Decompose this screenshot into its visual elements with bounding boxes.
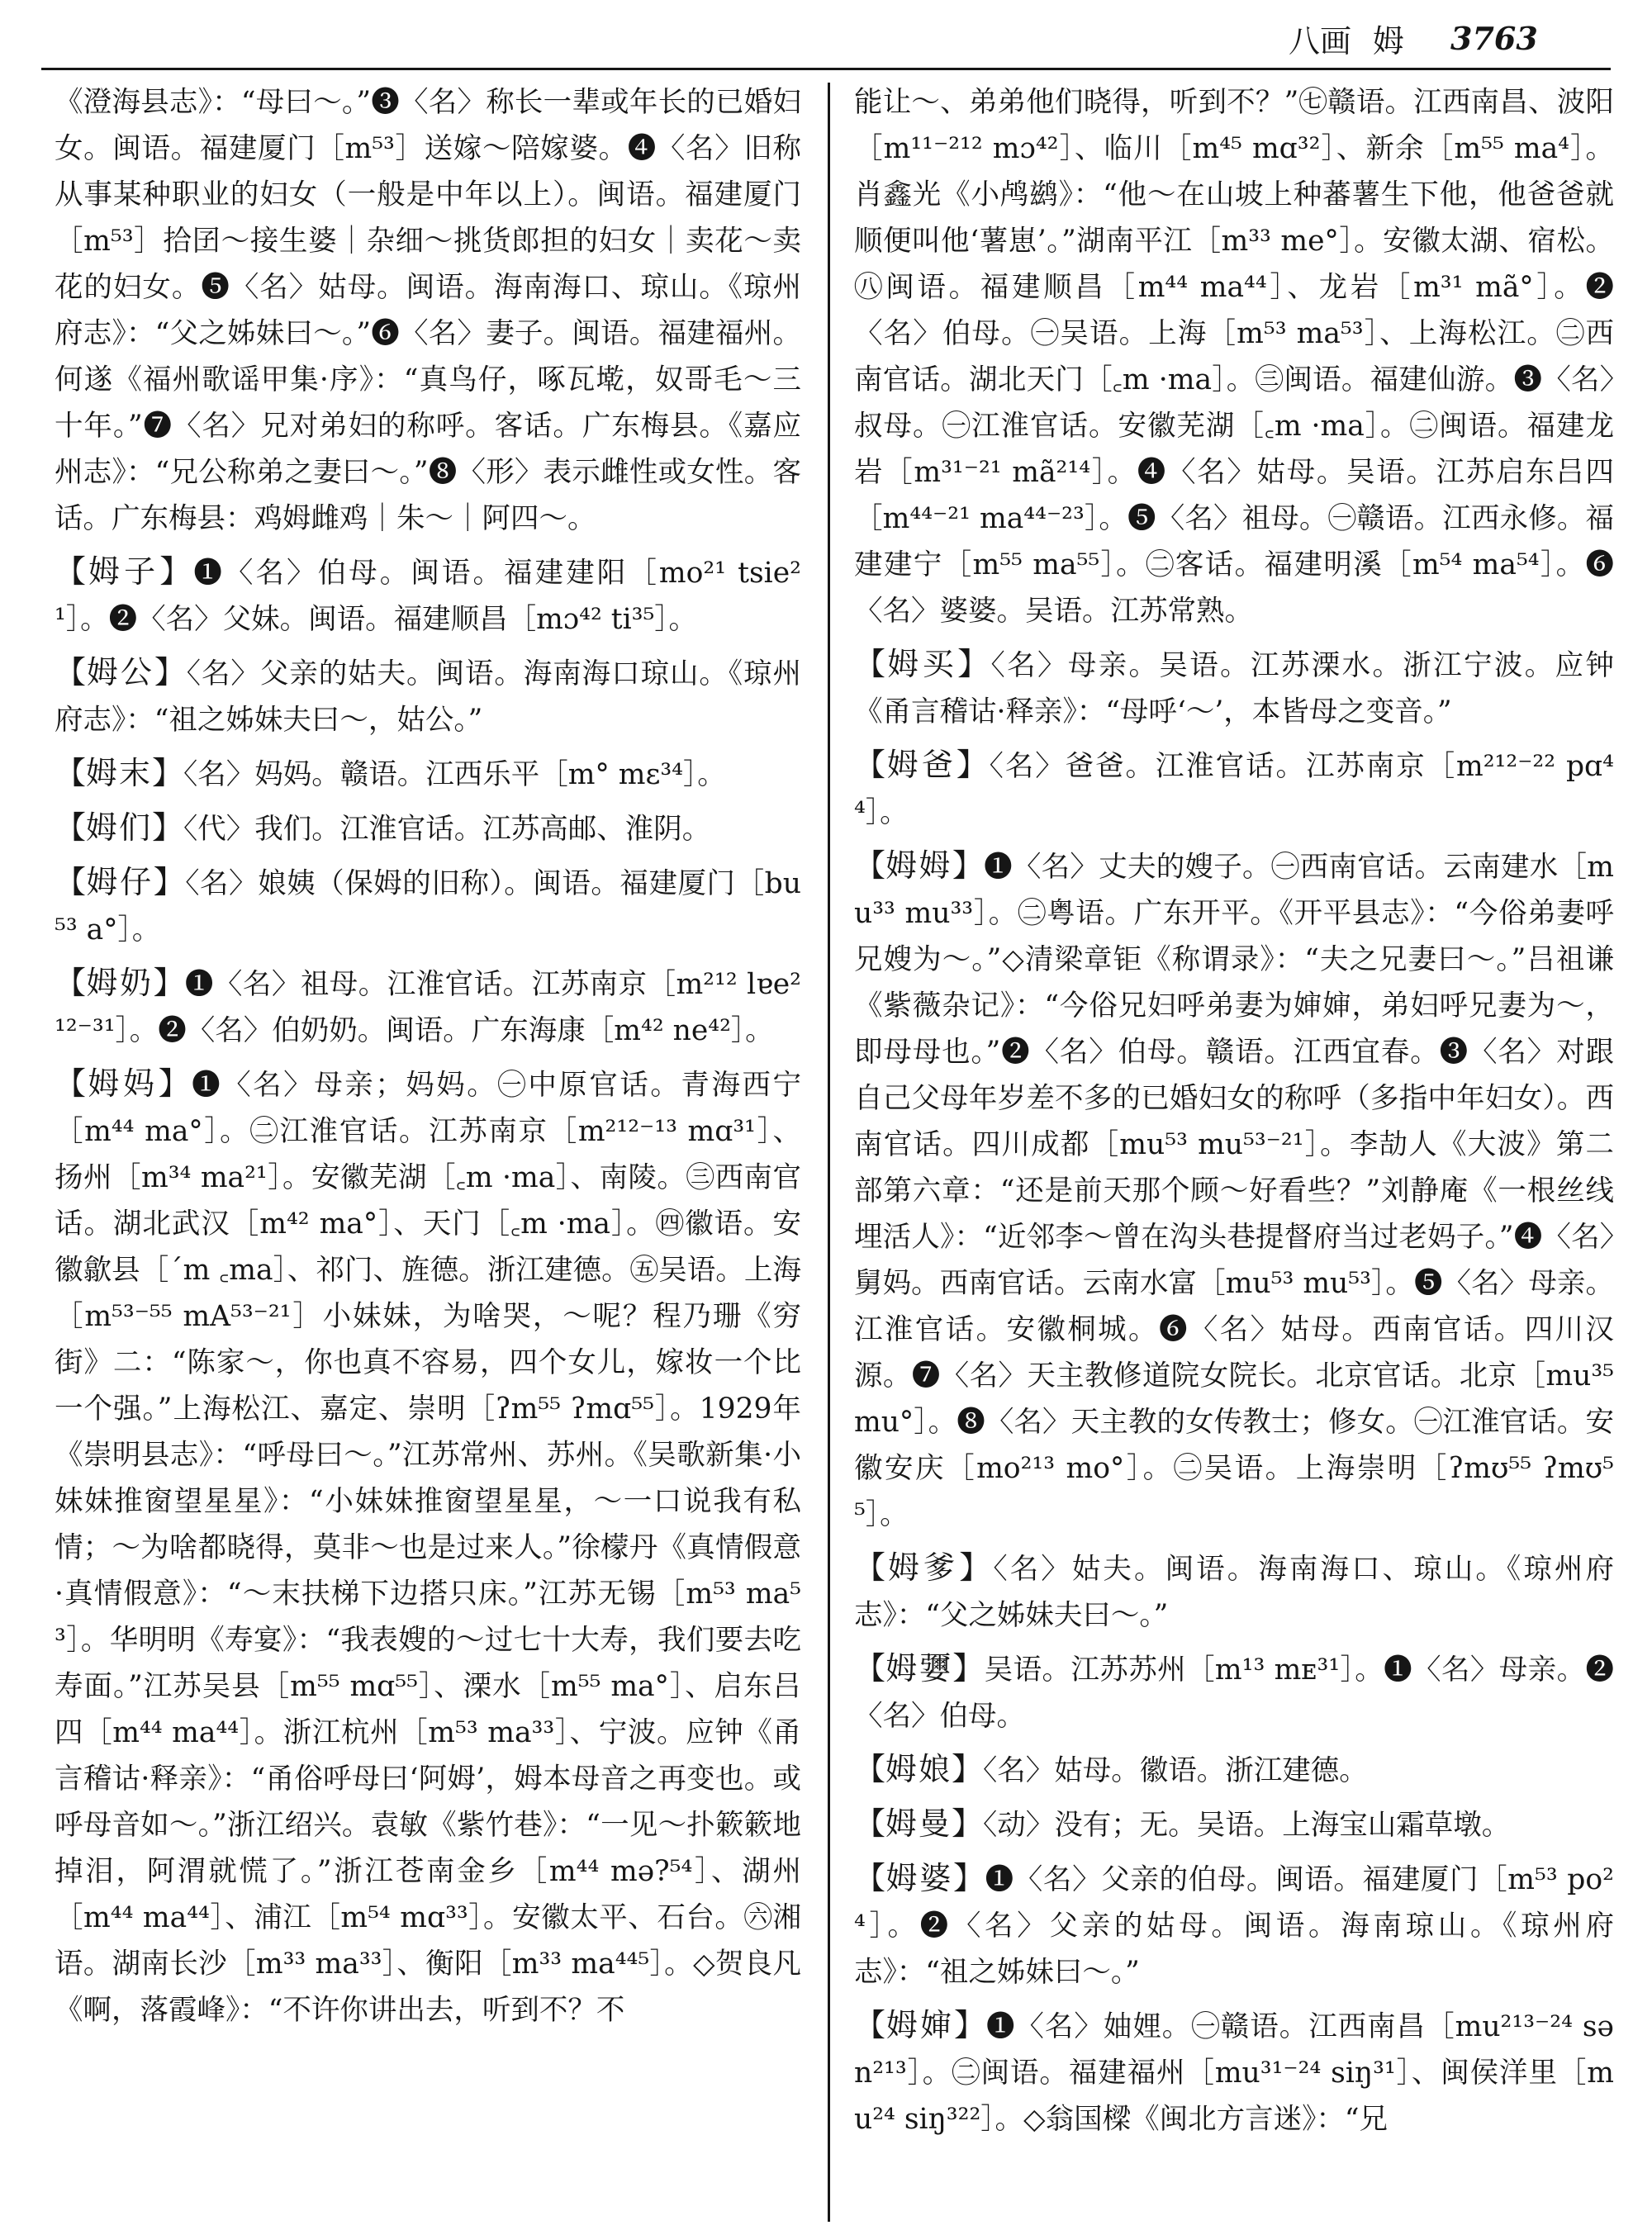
running-header: [1289, 13, 1619, 63]
entry-headword: 【姆㜷】: [854, 1650, 985, 1687]
dictionary-entry: [854, 2002, 1614, 2142]
entry-headword: 【姆爹】: [854, 1549, 994, 1586]
entry-definition: ❶〈名〉祖母。江淮官话。江苏南京［m²¹² lɐe²¹²⁻³¹］。❷〈名〉伯奶奶。闽语。广东海康［m⁴² ne⁴²］。: [55, 968, 801, 1047]
entry-definition: ❶〈名〉妯娌。㊀赣语。江西南昌［mu²¹³⁻²⁴ sən²¹³］。㊁闽语。福建福州［mu³¹⁻²⁴ siŋ³¹］、闽侯洋里［mu²⁴ siŋ³²²］。◇翁国樑《闽北方言迷》：“兄: [854, 2010, 1614, 2136]
entry-headword: 【姆曼】: [854, 1805, 984, 1842]
entry-headword: 【姆公】: [55, 654, 187, 690]
dictionary-entry: [55, 804, 801, 852]
entry-headword: 【姆爸】: [854, 747, 990, 783]
entry-definition: 〈名〉姑母。徽语。浙江建德。: [983, 1754, 1368, 1787]
dictionary-entry: [854, 1855, 1614, 1995]
dictionary-entry: [55, 548, 801, 643]
entry-definition: 〈名〉父亲的姑夫。闽语。海南海口琼山。《琼州府志》：“祖之姊妹夫曰～，姑公。”: [55, 657, 801, 737]
entry-headword: 【姆们】: [55, 809, 184, 846]
entry-headword: 【姆买】: [854, 646, 991, 682]
entry-headword: 【姆末】: [55, 755, 184, 791]
dictionary-entry: [854, 842, 1614, 1538]
entry-definition: ❶〈名〉母亲；妈妈。㊀中原官话。青海西宁［m⁴⁴ ma°］。㊁江淮官话。江苏南京［m²¹²⁻¹³ mɑ³¹］、扬州［m³⁴ ma²¹］。安徽芜湖［꜀m ·ma］、南陵。㊂西南官话。湖北武汉［m⁴² ma°］、天门［꜀m ·ma］。㊃徽语。安徽歙县［ˊm ꜀ma］、祁门、旌德。浙江建德。㊄吴语。上海［m⁵³⁻⁵⁵ mA⁵³⁻²¹］小妹妹，为啥哭，～呢？程乃珊《穷街》二：“陈家～，你也真不容易，四个女儿，嫁妆一个比一个强。”上海松江、嘉定、崇明［ʔm⁵⁵ ʔmɑ⁵⁵］。1929年《崇明县志》：“呼母曰～。”江苏常州、苏州。《吴歌新集·小妹妹推窗望星星》：“小妹妹推窗望星星，～一口说我有私情；～为啥都晓得，莫非～也是过来人。”徐檬丹《真情假意·真情假意》：“～末扶梯下边搭只床。”江苏无锡［m⁵³ ma⁵³］。华明明《寿宴》：“我表嫂的～过七十大寿，我们要去吃寿面。”江苏吴县［m⁵⁵ mɑ⁵⁵］、溧水［m⁵⁵ ma°］、启东吕四［m⁴⁴ ma⁴⁴］。浙江杭州［m⁵³ ma³³］、宁波。应钟《甬言稽诂·释亲》：“甬俗呼母曰‘阿姆’，姆本母音之再变也。或呼母音如～。”浙江绍兴。袁敏《紫竹巷》：“一见～扑簌簌地掉泪，阿渭就慌了。”浙江苍南金乡［m⁴⁴ mə?⁵⁴］、湖州［m⁴⁴ ma⁴⁴］、浦江［m⁵⁴ mɑ³³］。安徽太平、石台。㊅湘语。湖南长沙［m³³ ma³³］、衡阳［m³³ ma⁴⁴⁵］。◇贺良凡《啊，落霞峰》：“不许你讲出去，听到不？不: [55, 1069, 801, 2027]
entry-headword: 【姆子】: [55, 553, 194, 590]
page-number: 3763: [1450, 19, 1538, 57]
entry-definition: 〈动〉没有；无。吴语。上海宝山霜草墩。: [983, 1809, 1511, 1842]
entry-definition: 吴语。江苏苏州［m¹³ mᴇ³¹］。❶〈名〉母亲。❷〈名〉伯母。: [854, 1654, 1614, 1733]
dictionary-entry: [55, 750, 801, 798]
dictionary-entry: [854, 1544, 1614, 1639]
dictionary-entry: [854, 1746, 1614, 1794]
dictionary-entry: [854, 742, 1614, 836]
entry-definition: 能让～、弟弟他们晓得，听到不？”㊆赣语。江西南昌、波阳［m¹¹⁻²¹² mɔ⁴²］、临川［m⁴⁵ mɑ³²］、新余［m⁵⁵ ma⁴］。肖鑫光《小鸬鹚》：“他～在山坡上种蕃薯生下他，他爸爸就顺便叫他‘薯崽’。”湖南平江［m³³ me°］。安徽太湖、宿松。㊇闽语。福建顺昌［m⁴⁴ ma⁴⁴］、龙岩［m³¹ mã°］。❷〈名〉伯母。㊀吴语。上海［m⁵³ ma⁵³］、上海松江。㊁西南官话。湖北天门［꜀m ·ma］。㊂闽语。福建仙游。❸〈名〉叔母。㊀江淮官话。安徽芜湖［꜀m ·ma］。㊁闽语。福建龙岩［m³¹⁻²¹ mã²¹⁴］。❹〈名〉姑母。吴语。江苏启东吕四［m⁴⁴⁻²¹ ma⁴⁴⁻²³］。❺〈名〉祖母。㊀赣语。江西永修。福建建宁［m⁵⁵ ma⁵⁵］。㊁客话。福建明溪［m⁵⁴ ma⁵⁴］。❻〈名〉婆婆。吴语。江苏常熟。: [854, 86, 1614, 628]
entry-definition: ❶〈名〉伯母。闽语。福建建阳［mo²¹ tsie²¹］。❷〈名〉父妹。闽语。福建顺昌［mɔ⁴² ti³⁵］。: [55, 557, 801, 636]
dictionary-entry: [854, 641, 1614, 735]
entry-headword: 【姆婆】: [854, 1860, 985, 1896]
entry-headword: 【姆娘】: [854, 1751, 984, 1787]
entry-definition: 〈名〉母亲。吴语。江苏溧水。浙江宁波。应钟《甬言稽诂·释亲》：“母呼‘～’，本皆母之变音。”: [854, 649, 1614, 728]
entry-continuation: [55, 79, 801, 542]
entry-definition: 《澄海县志》：“母曰～。”❸〈名〉称长一辈或年长的已婚妇女。闽语。福建厦门［m⁵³］送嫁～陪嫁婆。❹〈名〉旧称从事某种职业的妇女（一般是中年以上）。闽语。福建厦门［m⁵³］拾囝～接生婆｜杂细～挑货郎担的妇女｜卖花～卖花的妇女。❺〈名〉姑母。闽语。海南海口、琼山。《琼州府志》：“父之姊妹曰～。”❻〈名〉妻子。闽语。福建福州。何遂《福州歌谣甲集·序》：“真鸟仔，啄瓦墘，奴哥毛～三十年。”❼〈名〉兄对弟妇的称呼。客话。广东梅县。《嘉应州志》：“兄公称弟之妻曰～。”❽〈形〉表示雌性或女性。客话。广东梅县：鸡姆雌鸡｜朱～｜阿四～。: [55, 86, 801, 535]
column-divider: [828, 83, 830, 2222]
header-rule: [41, 68, 1611, 70]
dictionary-entry: [55, 1060, 801, 2033]
entry-definition: 〈名〉娘姨（保姆的旧称）。闽语。福建厦门［bu⁵³ a°］。: [55, 867, 801, 947]
dictionary-entry: [55, 859, 801, 953]
dictionary-entry: [854, 1801, 1614, 1848]
entry-definition: ❶〈名〉丈夫的嫂子。㊀西南官话。云南建水［mu³³ mu³³］。㊁粤语。广东开平。《开平县志》：“今俗弟妻呼兄嫂为～。”◇清梁章钜《称谓录》：“夫之兄妻曰～。”吕祖谦《紫薇杂记》：“今俗兄妇呼弟妻为婶婶，弟妇呼兄妻为～，即母母也。”❷〈名〉伯母。赣语。江西宜春。❸〈名〉对跟自己父母年岁差不多的已婚妇女的称呼（多指中年妇女）。西南官话。四川成都［mu⁵³ mu⁵³⁻²¹］。李劼人《大波》第二部第六章：“还是前天那个顾～好看些？”刘静庵《一根丝线埋活人》：“近邻李～曾在沟头巷提督府当过老妈子。”❹〈名〉舅妈。西南官话。云南水富［mu⁵³ mu⁵³］。❺〈名〉母亲。江淮官话。安徽桐城。❻〈名〉姑母。西南官话。四川汉源。❼〈名〉天主教修道院女院长。北京官话。北京［mu³⁵ mu°］。❽〈名〉天主教的女传教士；修女。㊀江淮官话。安徽安庆［mo²¹³ mo°］。㊁吴语。上海崇明［ʔmʊ⁵⁵ ʔmʊ⁵⁵］。: [854, 851, 1614, 1531]
entry-definition: 〈名〉妈妈。赣语。江西乐平［m° mɛ³⁴］。: [183, 758, 726, 791]
entry-headword: 【姆姆】: [854, 847, 985, 884]
entry-headword: 【姆妈】: [55, 1065, 192, 1102]
entry-definition: 〈名〉爸爸。江淮官话。江苏南京［m²¹²⁻²² pɑ⁴⁴］。: [854, 750, 1614, 829]
dictionary-entry: [55, 960, 801, 1054]
section-label: 八画: [1289, 22, 1352, 59]
entry-definition: ❶〈名〉父亲的伯母。闽语。福建厦门［m⁵³ po²⁴］。❷〈名〉父亲的姑母。闽语。海南琼山。《琼州府志》：“祖之姊妹曰～。”: [854, 1863, 1614, 1989]
entry-headword: 【姆仔】: [55, 864, 186, 900]
entry-definition: 〈名〉姑夫。闽语。海南海口、琼山。《琼州府志》：“父之姊妹夫曰～。”: [854, 1553, 1614, 1632]
entry-continuation: [854, 79, 1614, 634]
entry-headword: 【姆婶】: [854, 2007, 986, 2043]
dictionary-entry: [854, 1645, 1614, 1739]
header-character: 姆: [1373, 22, 1405, 59]
left-column: [55, 79, 801, 2227]
entry-headword: 【姆奶】: [55, 965, 185, 1001]
right-column: [854, 79, 1614, 2227]
entry-definition: 〈代〉我们。江淮官话。江苏高邮、淮阴。: [183, 813, 711, 846]
dictionary-entry: [55, 649, 801, 743]
